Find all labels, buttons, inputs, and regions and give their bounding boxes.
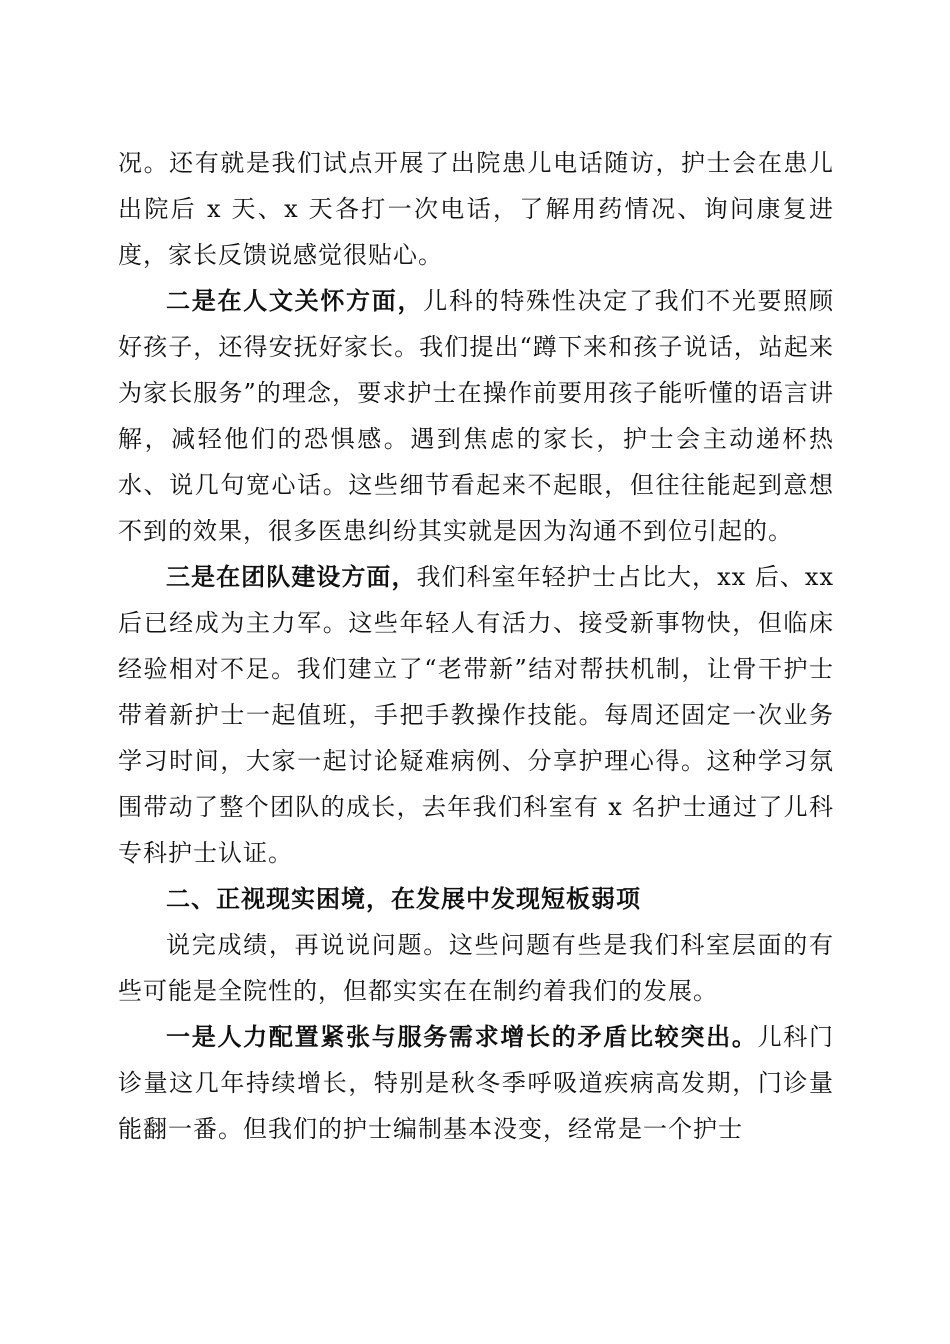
paragraph-team-building [118,554,834,876]
paragraph-problems-intro [118,922,834,1014]
section-heading: 二、正视现实困境，在发展中发现短板弱项 [166,885,641,913]
paragraph-followup-calls [118,140,834,278]
paragraph-text: 儿科门诊量这几年持续增长，特别是秋冬季呼吸道疾病高发期，门诊量能翻一番。但我们的护士编制基本没变，经常是一个护士 [118,1023,835,1143]
document-page [118,140,834,1152]
paragraph-text: 况。还有就是我们试点开展了出院患儿电话随访，护士会在患儿出院后 x 天、x 天各打一次电话，了解用药情况、询问康复进度，家长反馈说感觉很贴心。 [118,149,834,269]
paragraph-text: 儿科的特殊性决定了我们不光要照顾好孩子，还得安抚好家长。我们提出“蹲下来和孩子说话，站起来为家长服务”的理念，要求护士在操作前要用孩子能听懂的语言讲解，减轻他们的恐惧感。遇到焦虑的家长，护士会主动递杯热水、说几句宽心话。这些细节看起来不起眼，但往往能起到意想不到的效果，很多医患纠纷其实就是因为沟通不到位引起的。 [118,287,835,545]
paragraph-staffing-shortage [118,1014,834,1152]
paragraph-lead: 三是在团队建设方面， [166,562,417,591]
paragraph-humanistic-care [118,278,834,554]
paragraph-text: 说完成绩，再说说问题。这些问题有些是我们科室层面的有些可能是全院性的，但都实实在在制约着我们的发展。 [118,931,834,1005]
paragraph-lead: 二是在人文关怀方面， [166,286,424,315]
paragraph-lead: 一是人力配置紧张与服务需求增长的矛盾比较突出。 [166,1022,758,1051]
paragraph-text: 我们科室年轻护士占比大，xx 后、xx 后已经成为主力军。这些年轻人有活力、接受新事物快，但临床经验相对不足。我们建立了“老带新”结对帮扶机制，让骨干护士带着新护士一起值班，手把手教操作技能。每周还固定一次业务学习时间，大家一起讨论疑难病例、分享护理心得。这种学习氛围带动了整个团队的成长，去年我们科室有 x 名护士通过了儿科专科护士认证。 [118,563,834,867]
